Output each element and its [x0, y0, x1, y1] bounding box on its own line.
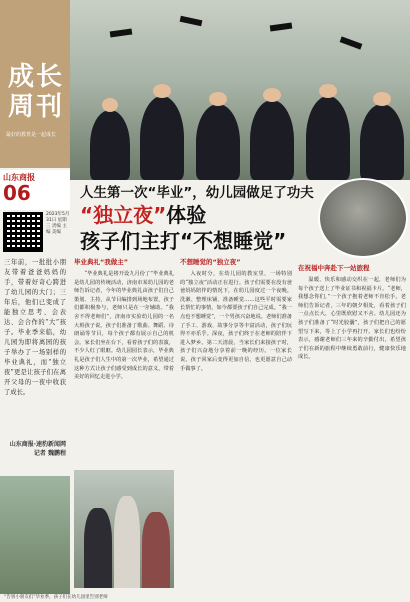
column-3-text: 温暖、快乐和感动交织在一起，老师们为每个孩子送上了毕业证书和祝福卡片。“老师，我想念你们，”一个孩子抱着老师不肯松手。老师们告诉记者，三年的朝夕相处，看着孩子们一点点长大，心里既欣慰又不舍。幼儿园还为孩子们准备了“时光胶囊”，孩子们把自己的愿望写下来，等上了小学再打开。家长们也纷纷表示，感谢老师们三年来的辛勤付出，希望孩子们在新的旅程中继续勇敢前行，健康快乐地成长。 [298, 277, 406, 361]
circle-photo [318, 178, 408, 258]
masthead-title-line2: 周刊 [8, 92, 65, 122]
column-1 [74, 256, 174, 468]
photo-person [84, 508, 112, 588]
column-1-text: “毕业典礼是将开设九月份了”毕业典礼是幼儿园的传统活动，济南市某幼儿园的老师告诉记者，今年的毕业典礼由孩子们自己策划、主持，从节目编排到场地布置，孩子们都积极参与，老师只是在一旁辅助。“我舍不得老师们”，济南市实验幼儿园的一名大班孩子说。孩子们准备了歌曲、舞蹈、诗朗诵等节目，每个孩子都有展示自己的机会。家长们坐在台下，看着孩子们的表演，不少人红了眼眶。幼儿园园长表示，毕业典礼是孩子们人生中的第一次毕业，希望通过这种方式让孩子们感受到成长的意义，带着美好的回忆走进小学。 [74, 271, 174, 381]
masthead-slogan: 最好的教育是一起成长 [6, 132, 57, 138]
photo-child [196, 104, 240, 180]
column-1-subheading: 毕业典礼“我做主” [74, 258, 129, 266]
masthead [0, 0, 70, 168]
page-number: 06 [3, 181, 31, 205]
column-3 [298, 262, 406, 596]
headline-line1: 人生第一次“毕业”，幼儿园做足了功夫 [80, 185, 314, 201]
inline-photo [74, 470, 174, 588]
column-2 [180, 256, 292, 596]
graduation-cap-icon [340, 36, 363, 49]
photo-caption: “告别小朋友们”毕业季，孩子们在幼儿园里告别老师 [4, 595, 108, 600]
sidebar [0, 0, 70, 602]
graduation-cap-icon [110, 28, 133, 37]
photo-person [142, 512, 170, 588]
paper-name: 山东商报 [3, 173, 35, 182]
masthead-title-line1: 成长 [8, 62, 65, 92]
sidebar-credit: 山东商报·速豹新闻网记者 魏鹏程 [9, 441, 66, 457]
headline-highlight: “独立夜” [80, 203, 167, 227]
column-2-subheading: 不想睡觉的“独立夜” [180, 258, 241, 266]
headline-line3: 孩子们主打“不想睡觉” [80, 229, 287, 253]
masthead-title [8, 62, 64, 122]
photo-person [114, 496, 140, 588]
issue-meta: 2023年5月31日 星期三 责编 主编 美编 [46, 212, 70, 235]
column-3-subheading: 在祝福中奔赴下一站旅程 [298, 264, 370, 272]
photo-child [140, 96, 184, 180]
photo-child [360, 104, 404, 180]
graduation-cap-icon [270, 22, 293, 31]
sidebar-photo [0, 476, 70, 594]
photo-child [90, 110, 130, 180]
hero-photo [70, 0, 410, 180]
photo-child [250, 100, 294, 180]
qr-code-icon [3, 212, 43, 252]
headline [80, 184, 320, 254]
column-2-text: 入夜时分，在幼儿园的教室里，一场特别的“独立夜”活动正在进行。孩子们需要在没有爸爸妈妈陪伴的情况下，在幼儿园度过一个夜晚。洗漱、整理床铺、准备睡觉……这些平时需要家长帮忙的事情，如今都要孩子们自己完成。“我一点也不想睡觉”，一个男孩兴奋地说。老师们准备了手工、游戏、故事分享等丰富活动，孩子们玩得不亦乐乎。深夜，孩子们终于在老师的陪伴下进入梦乡。第二天清晨，当家长们来接孩子时，孩子们兴奋地分享着前一晚的经历。一位家长说，孩子回家后变得更加自信，也更愿意自己动手做事了。 [180, 271, 292, 372]
headline-line2-rest: 体验 [166, 203, 207, 227]
headline-line2 [80, 202, 320, 228]
sidebar-intro: 三年前，一批批小朋友带着爸爸妈妈的手，带着好奇心跨进了幼儿园的大门；三年后，他们已变成了能独立思考、会表达、会合作的“大”孩子。毕业季来临，幼儿园为即将离园的孩子举办了一场别样的毕业典礼，而“独立夜”更是让孩子们在离开父母的一夜中收获了成长。 [4, 259, 66, 396]
graduation-cap-icon [180, 16, 203, 26]
photo-child [306, 96, 350, 180]
issue-bar [0, 170, 70, 210]
